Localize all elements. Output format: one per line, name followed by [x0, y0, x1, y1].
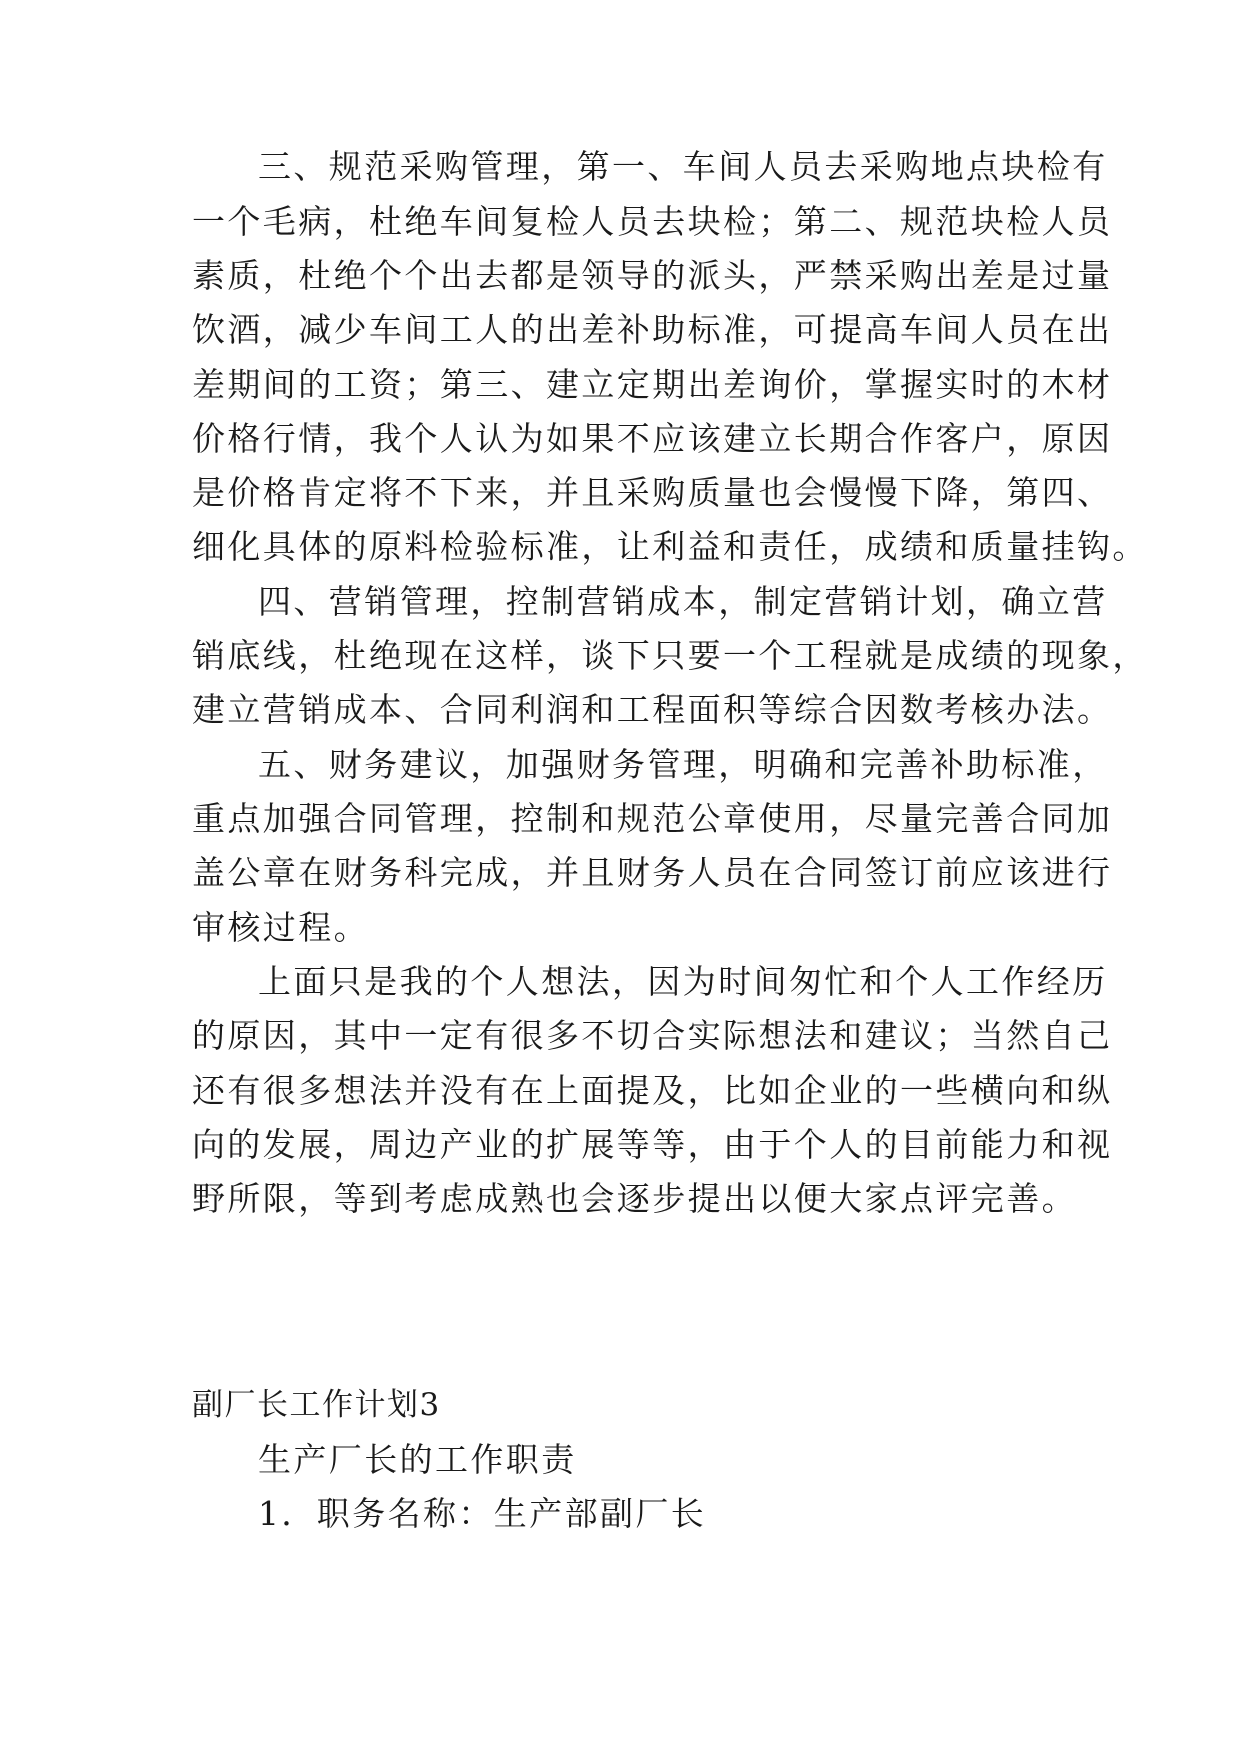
- paragraph-marketing-line-3: 建立营销成本、合同利润和工程面积等综合因数考核办法。: [192, 690, 1113, 729]
- paragraph-purchase-line-3: 素质，杜绝个个出去都是领导的派头，严禁采购出差是过量: [192, 256, 1113, 295]
- paragraph-finance-line-3: 盖公章在财务科完成，并且财务人员在合同签订前应该进行: [192, 853, 1113, 892]
- paragraph-purchase-line-4: 饮酒，减少车间工人的出差补助标准，可提高车间人员在出: [192, 310, 1113, 349]
- paragraph-finance-line-4: 审核过程。: [192, 908, 369, 947]
- paragraph-closing-line-5: 野所限，等到考虑成熟也会逐步提出以便大家点评完善。: [192, 1179, 1077, 1218]
- paragraph-closing-line-2: 的原因，其中一定有很多不切合实际想法和建议；当然自己: [192, 1016, 1113, 1055]
- paragraph-purchase-line-8: 细化具体的原料检验标准，让利益和责任，成绩和质量挂钩。: [192, 527, 1148, 566]
- paragraph-marketing-line-2: 销底线，杜绝现在这样，谈下只要一个工程就是成绩的现象，: [192, 636, 1148, 675]
- paragraph-purchase-line-1: 三、规范采购管理，第一、车间人员去采购地点块检有: [258, 147, 1108, 186]
- paragraph-purchase-line-2: 一个毛病，杜绝车间复检人员去块检；第二、规范块检人员: [192, 202, 1113, 241]
- paragraph-finance-line-2: 重点加强合同管理，控制和规范公章使用，尽量完善合同加: [192, 799, 1113, 838]
- paragraph-closing-line-3: 还有很多想法并没有在上面提及，比如企业的一些横向和纵: [192, 1071, 1113, 1110]
- paragraph-purchase-line-5: 差期间的工资；第三、建立定期出差询价，掌握实时的木材: [192, 365, 1113, 404]
- list-item-1: 1．职务名称：生产部副厂长: [258, 1494, 707, 1533]
- paragraph-purchase-line-7: 是价格肯定将不下来，并且采购质量也会慢慢下降，第四、: [192, 473, 1113, 512]
- paragraph-finance-line-1: 五、财务建议，加强财务管理，明确和完善补助标准，: [258, 745, 1108, 784]
- paragraph-marketing-line-1: 四、营销管理，控制营销成本，制定营销计划，确立营: [258, 582, 1108, 621]
- section-subtitle: 生产厂长的工作职责: [258, 1440, 577, 1479]
- section-title: 副厂长工作计划3: [192, 1387, 441, 1423]
- paragraph-closing-line-4: 向的发展，周边产业的扩展等等，由于个人的目前能力和视: [192, 1125, 1113, 1164]
- paragraph-closing-line-1: 上面只是我的个人想法，因为时间匆忙和个人工作经历: [258, 962, 1108, 1001]
- paragraph-purchase-line-6: 价格行情，我个人认为如果不应该建立长期合作客户，原因: [192, 419, 1113, 458]
